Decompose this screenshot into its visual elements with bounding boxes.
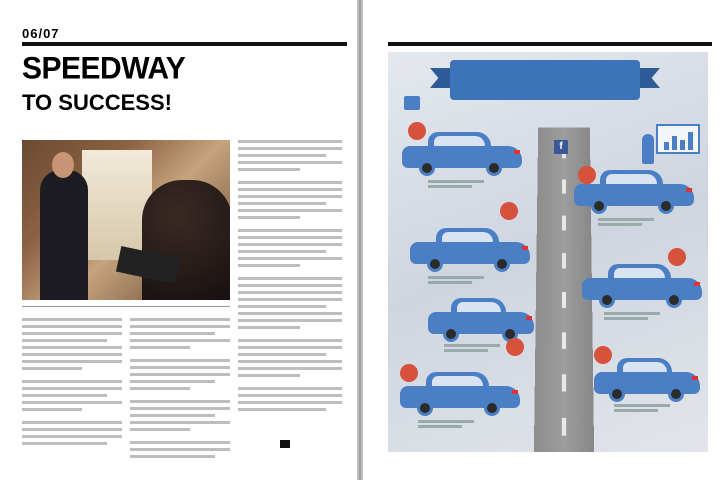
chart-icon — [656, 124, 700, 154]
step-badge — [400, 364, 418, 382]
car-icon — [582, 264, 702, 308]
left-page — [0, 0, 357, 480]
right-page — [363, 0, 720, 480]
car-info — [428, 180, 508, 188]
article-subtitle: TO SUCCESS! — [22, 90, 172, 115]
car-icon — [594, 358, 700, 402]
right-header-bar — [388, 22, 712, 46]
poster-banner — [450, 60, 640, 100]
page-number: 06/07 — [22, 26, 60, 41]
facebook-icon: f — [554, 140, 568, 154]
article-title: SPEEDWAY — [22, 51, 186, 86]
photo-woman-figure — [142, 180, 230, 300]
photo-man-head — [52, 152, 74, 178]
person-icon — [642, 134, 654, 164]
photo-icon — [404, 96, 420, 110]
car-icon — [410, 228, 530, 272]
body-column-1b — [130, 318, 230, 462]
car-icon — [400, 372, 520, 416]
step-badge — [594, 346, 612, 364]
car-info — [418, 420, 498, 428]
car-info — [604, 312, 684, 320]
photo-caption — [22, 304, 230, 307]
body-column-2 — [238, 140, 342, 415]
infographic-poster — [388, 52, 708, 452]
photo-man-figure — [40, 170, 88, 300]
car-info — [598, 218, 678, 226]
step-badge — [500, 202, 518, 220]
car-icon — [428, 298, 534, 342]
step-badge — [408, 122, 426, 140]
article-photo — [22, 140, 230, 300]
step-badge — [668, 248, 686, 266]
car-info — [428, 276, 508, 284]
step-badge — [578, 166, 596, 184]
end-mark — [280, 440, 290, 448]
car-info — [444, 344, 524, 352]
left-header-bar — [22, 22, 347, 46]
body-column-1 — [22, 318, 122, 449]
car-info — [614, 404, 694, 412]
